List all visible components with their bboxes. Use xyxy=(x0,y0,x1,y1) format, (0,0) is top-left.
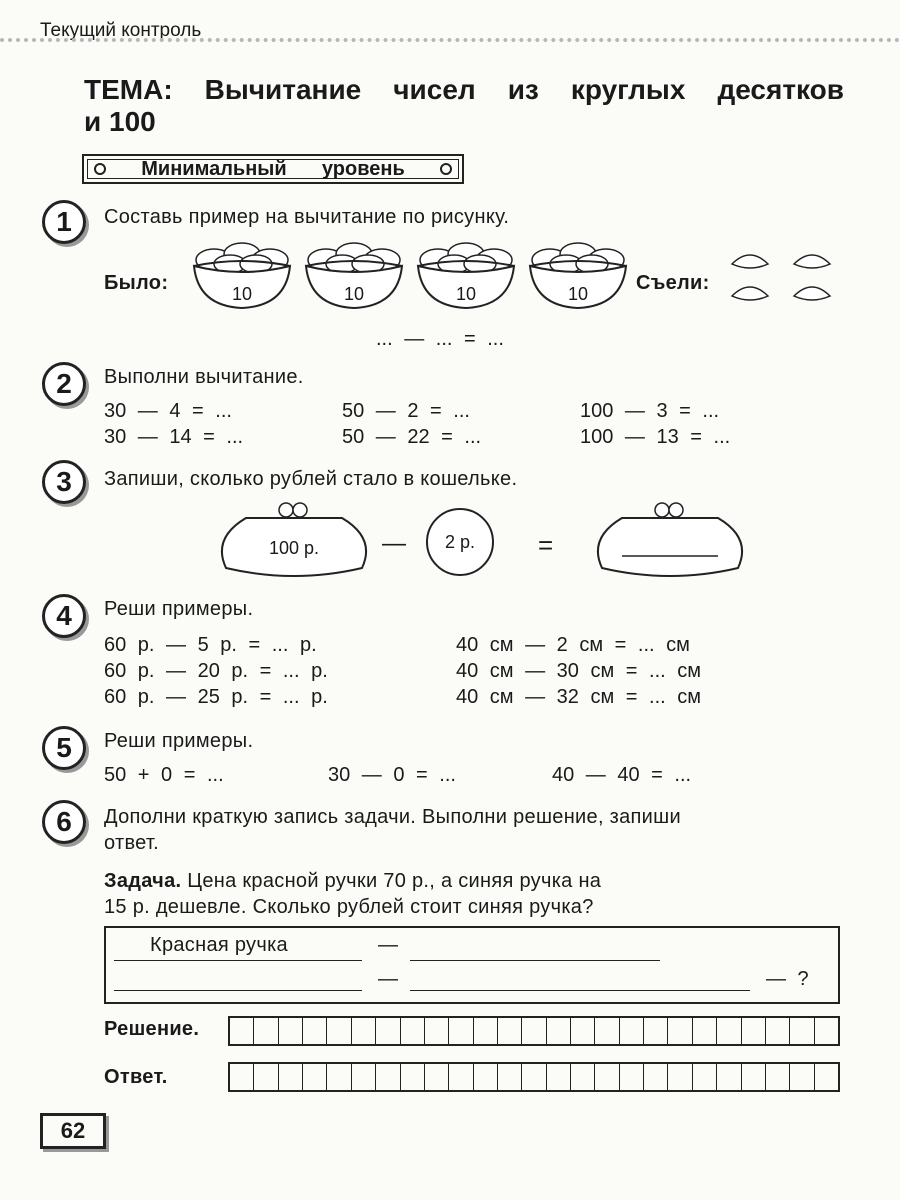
title-word: чисел xyxy=(393,74,476,105)
dumplings-icon xyxy=(728,246,838,308)
expression: 50 + 0 = ... xyxy=(104,764,224,786)
bowls-row xyxy=(190,240,630,312)
expression: 60 р. — 25 р. = ... р. xyxy=(104,686,328,708)
solution-grid[interactable] xyxy=(228,1016,840,1046)
bowl-count: 10 xyxy=(231,284,253,304)
problem-label: Задача. xyxy=(104,870,182,892)
expression: 100 — 3 = ... xyxy=(580,400,720,422)
title-line2: и 100 xyxy=(84,106,156,137)
expression: 100 — 13 = ... xyxy=(580,426,731,448)
title-word: из xyxy=(507,74,539,105)
task-number: 4 xyxy=(42,594,86,638)
bullet-icon xyxy=(440,163,452,175)
was-label: Было: xyxy=(104,272,169,294)
bowl-count: 10 xyxy=(455,284,477,304)
expression: 60 р. — 20 р. = ... р. xyxy=(104,660,328,682)
coin-icon xyxy=(426,508,494,576)
task-text: Реши примеры. xyxy=(104,598,254,620)
section-header: Текущий контроль xyxy=(40,20,202,41)
expression: 30 — 0 = ... xyxy=(328,764,456,786)
problem-statement xyxy=(104,870,601,893)
task-text: Составь пример на вычитание по рисунку. xyxy=(104,206,510,228)
bowl-icon xyxy=(302,240,406,312)
wallet-icon xyxy=(592,498,748,580)
task-number: 5 xyxy=(42,726,86,770)
answer-label: Ответ. xyxy=(104,1066,168,1088)
record-dash: — xyxy=(378,968,399,990)
task-number: 3 xyxy=(42,460,86,504)
equals-sign: = xyxy=(538,530,554,560)
level-badge xyxy=(82,154,464,184)
expression: 40 см — 2 см = ... см xyxy=(456,634,690,656)
task-text: Выполни вычитание. xyxy=(104,366,304,388)
task-number: 2 xyxy=(42,362,86,406)
task-text: Дополни краткую запись задачи. Выполни решение, запиши xyxy=(104,806,681,828)
title-word: круглых xyxy=(570,74,686,105)
expression: 40 см — 32 см = ... см xyxy=(456,686,701,708)
expression: 60 р. — 5 р. = ... р. xyxy=(104,634,317,656)
bullet-icon xyxy=(94,163,106,175)
answer-line[interactable] xyxy=(410,990,750,991)
coin-value: 2 р. xyxy=(444,531,476,552)
task-text: Реши примеры. xyxy=(104,730,254,752)
bowl-icon xyxy=(414,240,518,312)
answer-line[interactable] xyxy=(410,960,660,961)
title-word: Вычитание xyxy=(204,74,362,105)
bowl-icon xyxy=(190,240,294,312)
task-text: Запиши, сколько рублей стало в кошельке. xyxy=(104,468,518,490)
record-line xyxy=(114,960,362,961)
ate-label: Съели: xyxy=(636,272,710,294)
level-label-left: Минимальный xyxy=(141,157,287,180)
wallet-amount: 100 р. xyxy=(268,538,320,558)
blank-expression: ... — ... = ... xyxy=(376,328,504,350)
header-divider xyxy=(0,38,900,42)
problem-text: 15 р. дешевле. Сколько рублей стоит синяя ручка? xyxy=(104,896,594,918)
record-dash: — xyxy=(378,934,399,956)
title-word: ТЕМА: xyxy=(84,74,173,105)
title-word: десятков xyxy=(717,74,844,105)
page-title xyxy=(84,74,844,138)
record-line[interactable] xyxy=(114,990,362,991)
minus-sign: — xyxy=(382,530,407,557)
short-record-box xyxy=(104,926,840,1004)
record-question: — ? xyxy=(766,968,809,990)
wallet-icon xyxy=(216,498,372,580)
expression: 40 — 40 = ... xyxy=(552,764,692,786)
record-label: Красная ручка xyxy=(150,934,288,956)
solution-label: Решение. xyxy=(104,1018,200,1040)
page-number: 62 xyxy=(40,1113,106,1149)
task-text: ответ. xyxy=(104,832,160,854)
level-label-right: уровень xyxy=(321,157,405,180)
expression: 50 — 2 = ... xyxy=(342,400,470,422)
task-number: 1 xyxy=(42,200,86,244)
problem-text: Цена красной ручки 70 р., а синяя ручка на xyxy=(187,870,602,892)
expression: 50 — 22 = ... xyxy=(342,426,482,448)
bowl-count: 10 xyxy=(567,284,589,304)
expression: 40 см — 30 см = ... см xyxy=(456,660,701,682)
expression: 30 — 4 = ... xyxy=(104,400,232,422)
task-number: 6 xyxy=(42,800,86,844)
bowl-count: 10 xyxy=(343,284,365,304)
bowl-icon xyxy=(526,240,630,312)
expression: 30 — 14 = ... xyxy=(104,426,244,448)
answer-grid[interactable] xyxy=(228,1062,840,1092)
